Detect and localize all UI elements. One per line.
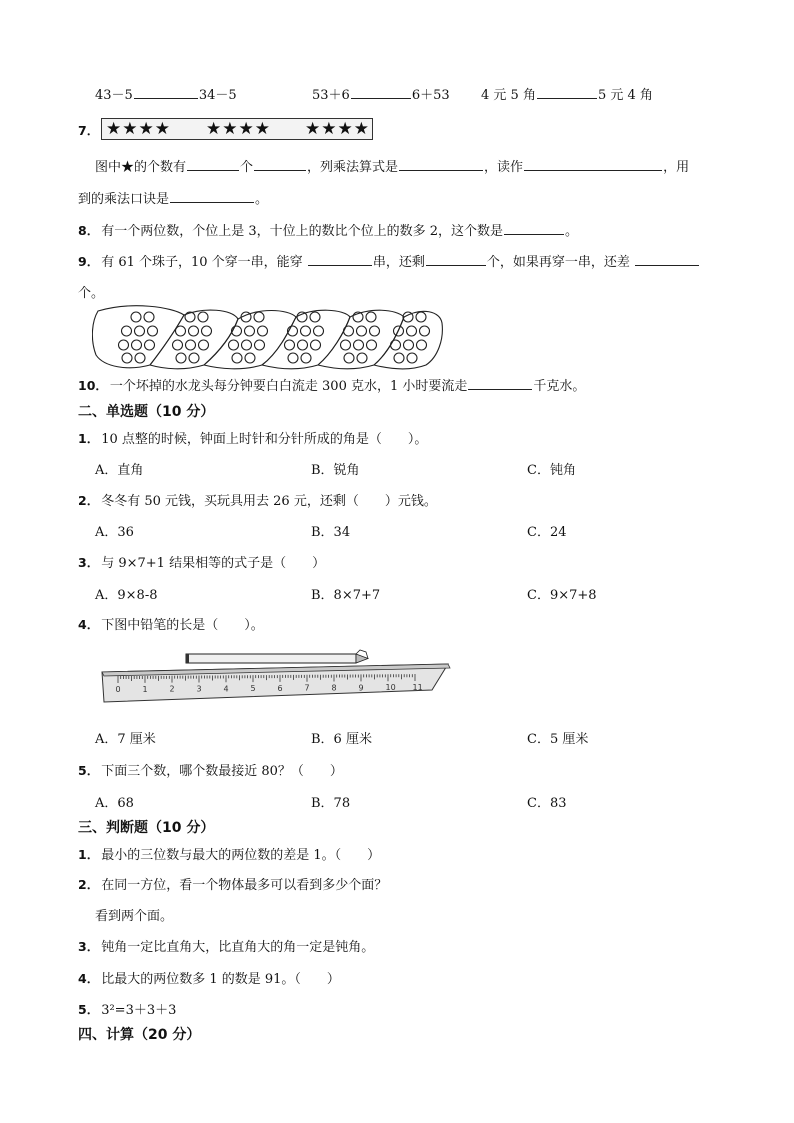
answer-blank[interactable] (635, 253, 699, 266)
option-c[interactable]: C．24 (527, 525, 567, 540)
question-text: 与 9×7+1 结果相等的式子是（ ） (101, 556, 326, 571)
bead (186, 340, 196, 350)
bead (301, 353, 311, 363)
question-number: 5． (78, 1002, 100, 1017)
answer-blank[interactable] (468, 377, 532, 390)
question-number: 1． (78, 431, 100, 446)
compare-left-2: 53＋6 (312, 88, 350, 103)
bead (144, 312, 154, 322)
choice-question-1 (78, 428, 427, 447)
q7-text: 个 (240, 160, 254, 175)
option-a[interactable]: A．7 厘米 (95, 732, 156, 747)
section-title-true-false: 三、判断题（10 分） (78, 820, 215, 836)
bead (288, 353, 298, 363)
bead (407, 353, 417, 363)
bead (232, 353, 242, 363)
ruler-digit: 8 (331, 683, 337, 693)
choice-question-4 (78, 614, 264, 633)
bead (132, 340, 142, 350)
bead (420, 326, 430, 336)
q9-text: 有 61 个珠子，10 个穿一串，能穿 (101, 255, 307, 270)
question-text: 下面三个数，哪个数最接近 80？（ ） (101, 764, 343, 779)
option-b[interactable]: B．锐角 (311, 463, 360, 478)
q7-line-2 (78, 188, 268, 207)
ruler-digit: 11 (412, 683, 423, 693)
bead (245, 353, 255, 363)
q7-text: ，读作 (484, 160, 524, 175)
ruler-digit: 3 (196, 684, 202, 694)
bead (199, 340, 209, 350)
q7-text: 到的乘法口诀是 (78, 192, 170, 207)
bead (245, 326, 255, 336)
question-text: 钝角一定比直角大，比直角大的角一定是钝角。 (101, 940, 375, 955)
q9-line-2: 个。 (78, 286, 105, 301)
question-number: 10． (78, 378, 108, 393)
bead (354, 340, 364, 350)
question-number: 9． (78, 254, 100, 269)
option-b[interactable]: B．6 厘米 (311, 732, 372, 747)
question-number: 4． (78, 617, 100, 632)
question-9 (78, 251, 700, 270)
ruler-digit: 9 (358, 683, 364, 693)
bead (185, 312, 195, 322)
q8-text: 有一个两位数，个位上是 3，十位上的数比个位上的数多 2，这个数是 (101, 224, 504, 239)
ruler-digit: 6 (277, 683, 283, 693)
bead (314, 326, 324, 336)
bead (145, 340, 155, 350)
bead (344, 353, 354, 363)
question-text: 比最大的两位数多 1 的数是 91。（ ） (101, 972, 340, 987)
q9-text: 串，还剩 (372, 255, 425, 270)
option-b[interactable]: B．8×7+7 (311, 588, 381, 603)
bead (229, 340, 239, 350)
option-a[interactable]: A．直角 (95, 463, 144, 478)
section-title-single-choice: 二、单选题（10 分） (78, 404, 215, 420)
bead (416, 312, 426, 322)
bead (254, 312, 264, 322)
answer-blank[interactable] (524, 158, 662, 171)
q7-text: 。 (255, 192, 269, 207)
bead (122, 353, 132, 363)
answer-blank[interactable] (426, 253, 486, 266)
ruler-digit: 4 (223, 684, 229, 694)
bead (198, 312, 208, 322)
bead (301, 326, 311, 336)
pencil (186, 650, 368, 663)
answer-blank[interactable] (504, 222, 564, 235)
star-group-3: ★★★★ (305, 119, 370, 139)
question-text: 10 点整的时候，钟面上时针和分针所成的角是（ ）。 (101, 432, 428, 447)
judge-item-4 (78, 968, 340, 987)
question-number: 2． (78, 877, 100, 892)
question-10 (78, 375, 585, 394)
bead (311, 340, 321, 350)
answer-blank[interactable] (187, 158, 239, 171)
question-8 (78, 220, 578, 239)
bead (298, 340, 308, 350)
option-c[interactable]: C．9×7+8 (527, 588, 597, 603)
q7-text: ，列乘法算式是 (307, 160, 399, 175)
bead (407, 326, 417, 336)
star-group-2: ★★★★ (206, 119, 271, 139)
question-number: 3． (78, 939, 100, 954)
option-b[interactable]: B．78 (311, 796, 351, 811)
bead (189, 353, 199, 363)
compare-right-3: 5 元 4 角 (597, 88, 653, 103)
question-text: 冬冬有 50 元钱，买玩具用去 26 元，还剩（ ）元钱。 (101, 494, 437, 509)
bead (242, 340, 252, 350)
answer-blank[interactable] (170, 190, 254, 203)
answer-blank[interactable] (537, 86, 597, 99)
option-a[interactable]: A．36 (95, 525, 134, 540)
compare-right-1: 34－5 (198, 88, 237, 103)
bead (344, 326, 354, 336)
option-c[interactable]: C．83 (527, 796, 567, 811)
q9-text: 个，如果再穿一串，还差 (486, 255, 634, 270)
bead (297, 312, 307, 322)
option-b[interactable]: B．34 (311, 525, 351, 540)
bead (357, 353, 367, 363)
ruler-digit: 5 (250, 684, 256, 694)
bead (131, 312, 141, 322)
bead-loop-5 (318, 310, 404, 369)
star-group-1: ★★★★ (106, 119, 171, 139)
question-number: 4． (78, 971, 100, 986)
bead (367, 340, 377, 350)
bead (285, 340, 295, 350)
q10-text: 千克水。 (533, 379, 586, 394)
option-a[interactable]: A．68 (95, 796, 134, 811)
q10-text: 一个坏掉的水龙头每分钟要白白流走 300 克水，1 小时要流走 (109, 379, 468, 394)
answer-blank[interactable] (308, 253, 372, 266)
option-c[interactable]: C．钝角 (527, 463, 576, 478)
question-number: 1． (78, 847, 100, 862)
q7-line-1 (95, 156, 689, 175)
section-title-calculation: 四、计算（20 分） (78, 1027, 201, 1043)
bead (135, 326, 145, 336)
question-text: 在同一方位，看一个物体最多可以看到多少个面？ (101, 878, 388, 893)
bead (119, 340, 129, 350)
bead (341, 340, 351, 350)
judge-item-5 (78, 999, 176, 1018)
bead (255, 340, 265, 350)
answer-blank[interactable] (254, 158, 306, 171)
judge-item-3 (78, 936, 374, 955)
compare-left-3: 4 元 5 角 (481, 88, 536, 103)
bead (391, 340, 401, 350)
question-text: 下图中铅笔的长是（ ）。 (101, 618, 264, 633)
question-text: 最小的三位数与最大的两位数的差是 1。（ ） (101, 848, 381, 863)
question-number: 7． (78, 123, 100, 138)
beads-illustration (92, 303, 444, 371)
compare-item-1 (95, 84, 237, 103)
question-number: 2． (78, 493, 100, 508)
judge-item-2-answer: 看到两个面。 (95, 909, 174, 924)
choice-question-3 (78, 552, 325, 571)
question-text: 3²=3＋3＋3 (101, 1003, 177, 1018)
bead (357, 326, 367, 336)
ruler-digit: 2 (169, 684, 175, 694)
answer-blank[interactable] (351, 86, 411, 99)
ruler-digit: 1 (142, 684, 148, 694)
choice-question-5 (78, 760, 343, 779)
bead (404, 340, 414, 350)
compare-right-2: 6＋53 (411, 88, 450, 103)
bead (370, 326, 380, 336)
answer-blank[interactable] (134, 86, 198, 99)
bead-loop-2 (150, 310, 238, 369)
q8-text: 。 (565, 224, 579, 239)
option-c[interactable]: C．5 厘米 (527, 732, 589, 747)
compare-left-1: 43－5 (95, 88, 133, 103)
bead (148, 326, 158, 336)
bead (366, 312, 376, 322)
choice-question-2 (78, 490, 437, 509)
ruler-digit: 10 (385, 683, 396, 693)
judge-item-2 (78, 874, 387, 893)
ruler-digit: 0 (115, 685, 121, 694)
star-picture-box (101, 118, 373, 140)
compare-item-2 (312, 84, 450, 103)
option-a[interactable]: A．9×8-8 (95, 588, 158, 603)
bead (417, 340, 427, 350)
bead (176, 326, 186, 336)
bead (394, 353, 404, 363)
ruler-pencil-illustration (98, 646, 454, 708)
bead (122, 326, 132, 336)
q7-text: ，用 (663, 160, 690, 175)
bead (202, 326, 212, 336)
q7-text: 图中★的个数有 (95, 160, 187, 175)
bead (310, 312, 320, 322)
answer-blank[interactable] (399, 158, 483, 171)
question-number: 5． (78, 763, 100, 778)
bead (173, 340, 183, 350)
question-number: 3． (78, 555, 100, 570)
ruler-digit: 7 (304, 683, 310, 693)
judge-item-1 (78, 844, 380, 863)
question-number: 8． (78, 223, 100, 238)
compare-item-3 (481, 84, 653, 103)
bead (258, 326, 268, 336)
bead (189, 326, 199, 336)
bead (176, 353, 186, 363)
bead (135, 353, 145, 363)
